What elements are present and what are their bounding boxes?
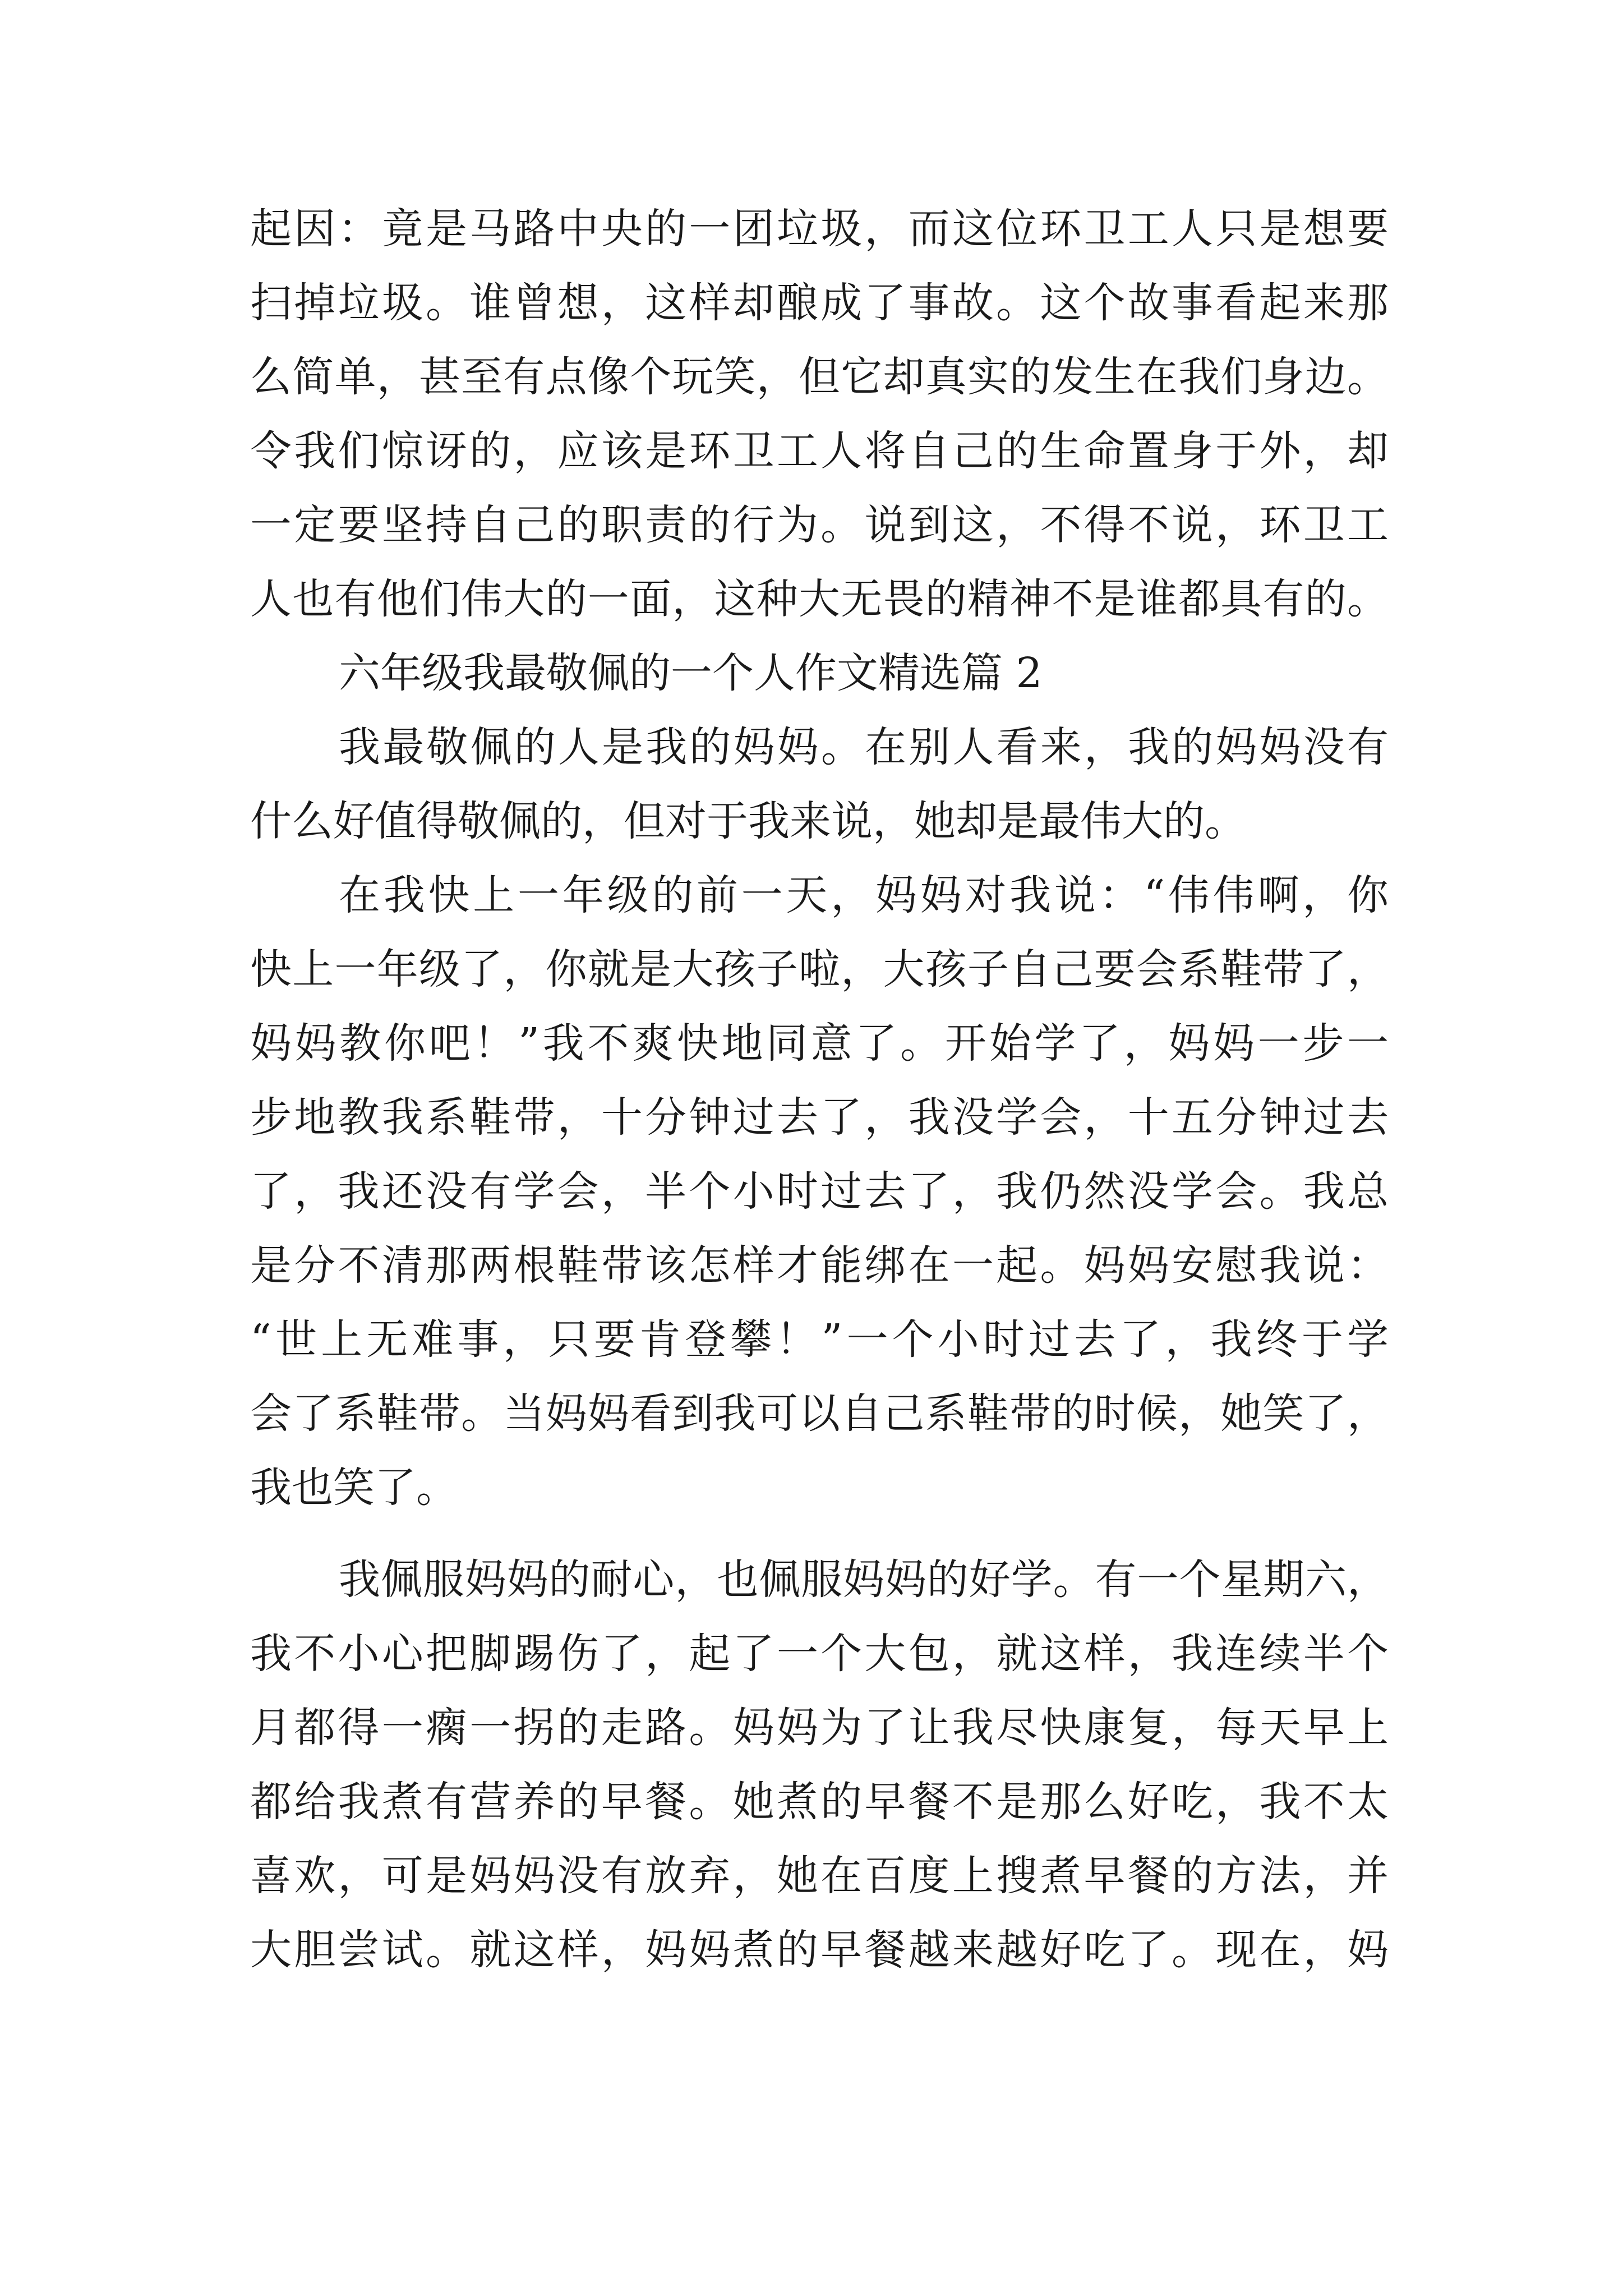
text-line: 大胆尝试。就这样，妈妈煮的早餐越来越好吃了。现在，妈 bbox=[250, 1926, 1389, 1974]
text-line: 在我快上一年级的前一天，妈妈对我说：“伟伟啊，你 bbox=[339, 871, 1389, 919]
text-line: 我最敬佩的人是我的妈妈。在别人看来，我的妈妈没有 bbox=[339, 723, 1389, 771]
text-line: 都给我煮有营养的早餐。她煮的早餐不是那么好吃，我不太 bbox=[250, 1778, 1389, 1826]
text-line: 扫掉垃圾。谁曾想，这样却酿成了事故。这个故事看起来那 bbox=[250, 279, 1389, 327]
text-line: 是分不清那两根鞋带该怎样才能绑在一起。妈妈安慰我说： bbox=[250, 1241, 1389, 1290]
text-line: 我不小心把脚踢伤了，起了一个大包，就这样，我连续半个 bbox=[250, 1630, 1389, 1678]
text-line: 什么好值得敬佩的，但对于我来说，她却是最伟大的。 bbox=[250, 797, 1246, 845]
text-line: “世上无难事，只要肯登攀！”一个小时过去了，我终于学 bbox=[250, 1315, 1389, 1364]
text-line: 人也有他们伟大的一面，这种大无畏的精神不是谁都具有的。 bbox=[250, 575, 1389, 623]
text-line: 步地教我系鞋带，十分钟过去了，我没学会，十五分钟过去 bbox=[250, 1093, 1389, 1142]
text-line: 么简单，甚至有点像个玩笑，但它却真实的发生在我们身边。 bbox=[250, 353, 1389, 401]
section-heading: 六年级我最敬佩的一个人作文精选篇 2 bbox=[339, 649, 1043, 697]
text-line: 会了系鞋带。当妈妈看到我可以自己系鞋带的时候，她笑了， bbox=[250, 1389, 1389, 1438]
text-line: 妈妈教你吧！”我不爽快地同意了。开始学了，妈妈一步一 bbox=[250, 1019, 1389, 1068]
text-line: 喜欢，可是妈妈没有放弃，她在百度上搜煮早餐的方法，并 bbox=[250, 1852, 1389, 1900]
text-line: 我也笑了。 bbox=[250, 1464, 458, 1512]
text-line: 令我们惊讶的，应该是环卫工人将自己的生命置身于外，却 bbox=[250, 427, 1389, 475]
text-line: 月都得一瘸一拐的走路。妈妈为了让我尽快康复，每天早上 bbox=[250, 1704, 1389, 1752]
text-line: 起因：竟是马路中央的一团垃圾，而这位环卫工人只是想要 bbox=[250, 205, 1389, 253]
text-line: 一定要坚持自己的职责的行为。说到这，不得不说，环卫工 bbox=[250, 501, 1389, 549]
text-line: 快上一年级了，你就是大孩子啦，大孩子自己要会系鞋带了， bbox=[250, 945, 1389, 993]
text-line: 我佩服妈妈的耐心，也佩服妈妈的好学。有一个星期六， bbox=[339, 1556, 1389, 1604]
text-line: 了，我还没有学会，半个小时过去了，我仍然没学会。我总 bbox=[250, 1167, 1389, 1216]
